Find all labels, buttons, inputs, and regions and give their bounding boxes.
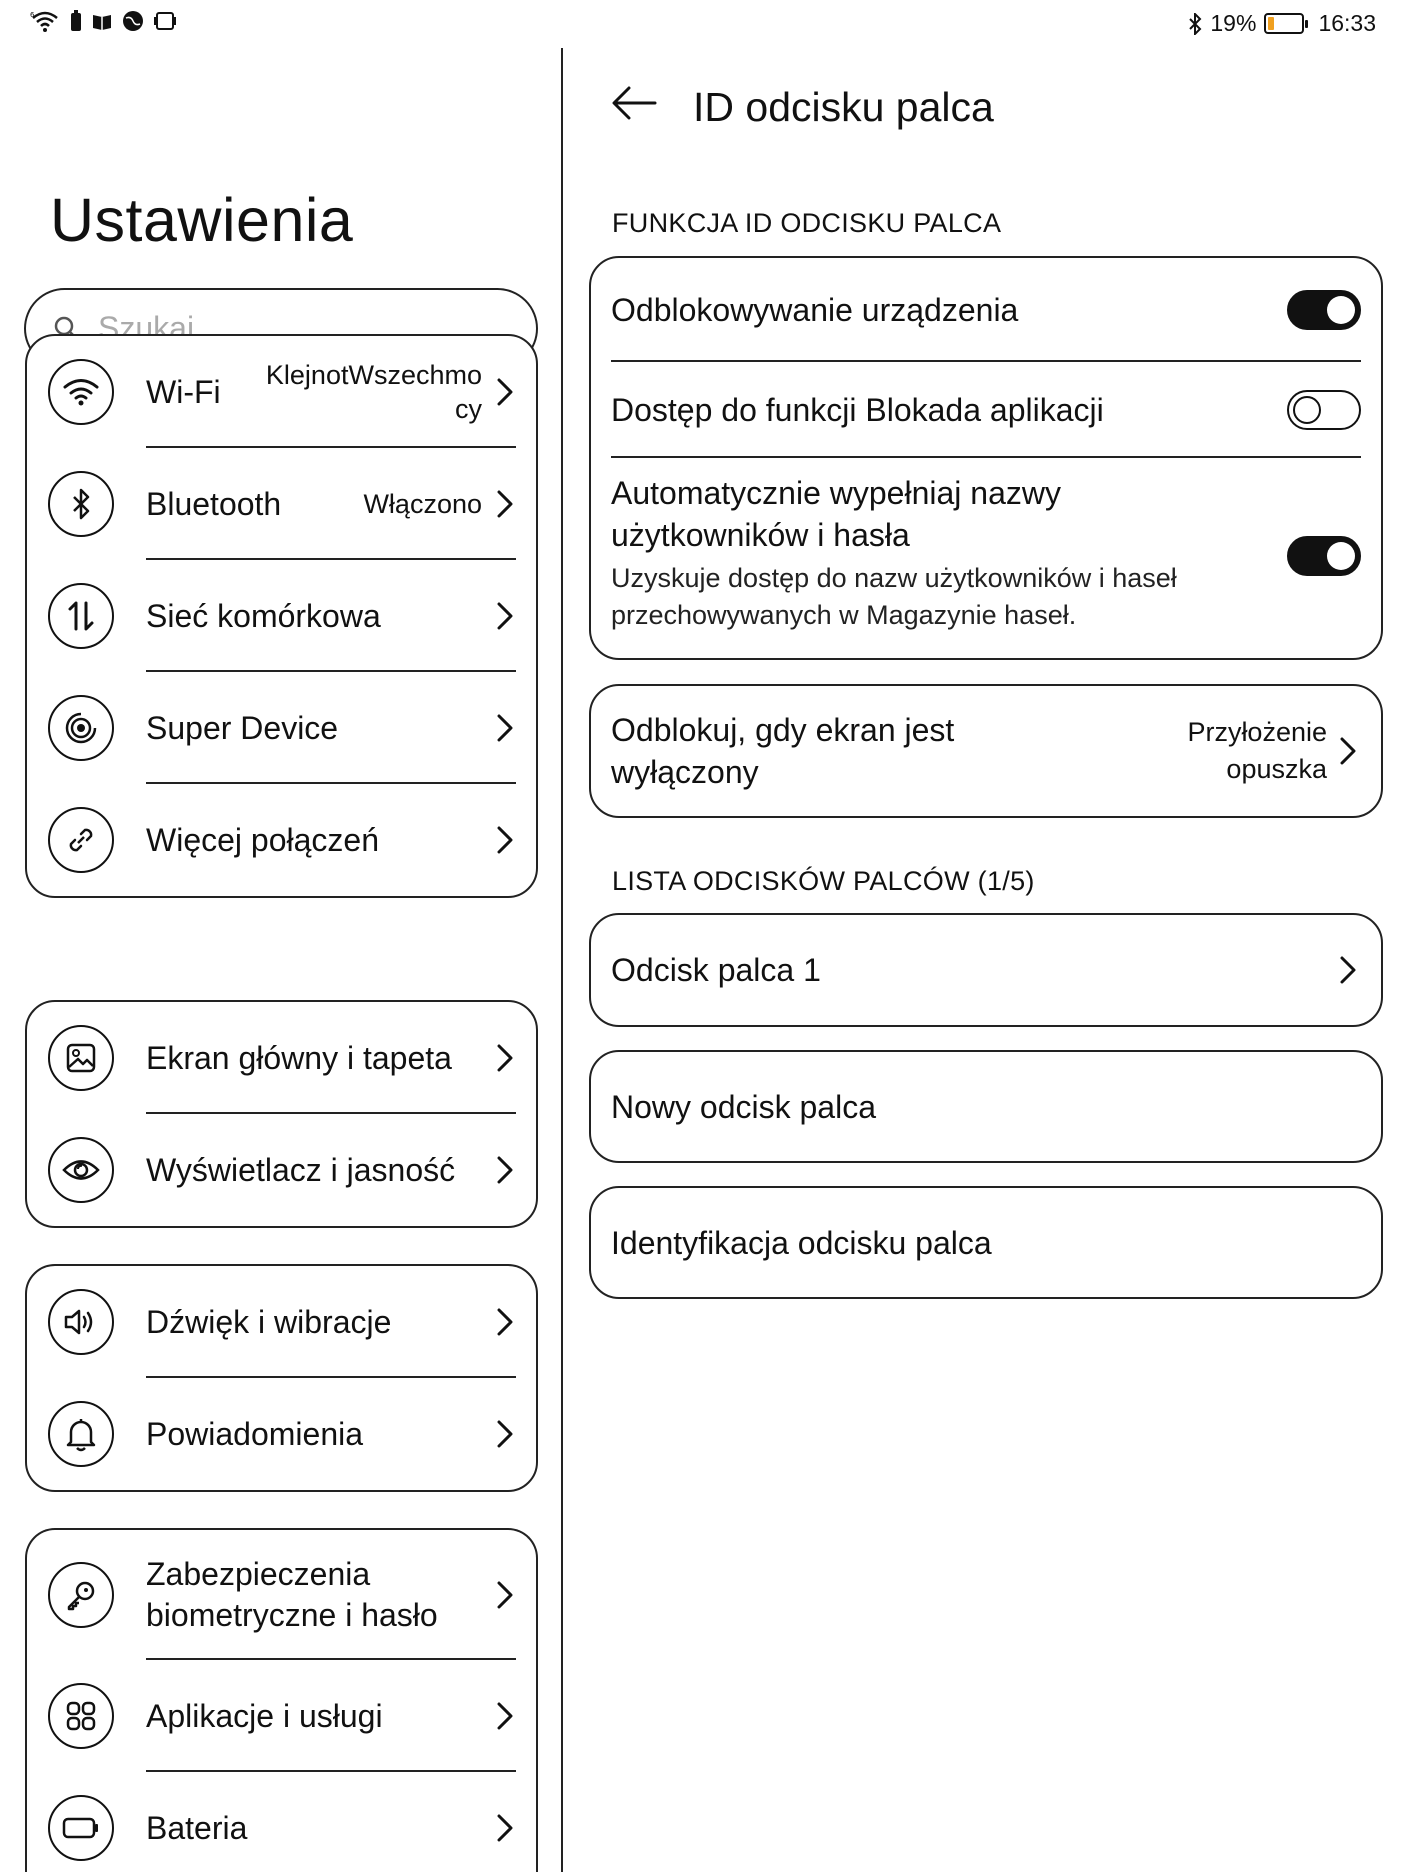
chevron-right-icon [496,1307,514,1337]
status-icons-right [1188,10,1376,37]
chevron-right-icon [496,489,514,519]
label-line2: biometryczne i hasło [146,1597,438,1633]
unlock-device-toggle[interactable] [1287,290,1361,330]
chevron-right-icon [496,1419,514,1449]
reader-icon [92,12,112,30]
screen-off-label-line1: Odblokuj, gdy ekran jest [611,712,955,748]
sidebar-item-display-brightness[interactable] [27,1114,536,1226]
link-icon [48,807,114,873]
screen-off-unlock-row[interactable] [591,686,1381,816]
wifi-6-icon [30,10,60,32]
bluetooth-icon [48,471,114,537]
chevron-right-icon [496,377,514,407]
sidebar-item-mobile-network[interactable] [27,560,536,672]
back-arrow-icon[interactable] [611,83,657,123]
chevron-right-icon [496,1701,514,1731]
new-fingerprint-row[interactable] [591,1052,1381,1161]
screen-off-value-line2: opuszka [1226,754,1327,784]
sidebar-item-battery[interactable] [27,1772,536,1872]
clock: 16:33 [1318,10,1376,36]
bluetooth-status: Włączono [363,489,482,519]
sidebar-item-biometrics-password[interactable] [27,1530,536,1660]
sidebar-item-apps-services[interactable] [27,1660,536,1772]
battery-saver-icon [70,10,82,32]
screen-off-value-line1: Przyłożenie [1187,717,1327,747]
settings-sidebar [0,48,561,1872]
battery-icon [48,1795,114,1861]
status-bar [0,0,1404,48]
chevron-right-icon [1339,736,1357,766]
identify-fingerprint-label: Identyfikacja odcisku palca [611,1224,992,1261]
sidebar-item-sound-vibration[interactable] [27,1266,536,1378]
new-fingerprint-button[interactable] [589,1050,1383,1163]
chevron-right-icon [496,713,514,743]
fingerprint-1-label: Odcisk palca 1 [611,952,821,988]
toggle-knob [1327,542,1355,570]
sidebar-item-wifi[interactable] [27,336,536,448]
app-lock-row[interactable] [591,362,1381,458]
svg-text:6: 6 [30,11,35,19]
sidebar-item-label: Powiadomienia [146,1415,364,1452]
autofill-label [611,472,1177,634]
identify-fingerprint-row[interactable] [591,1188,1381,1297]
chevron-right-icon [496,601,514,631]
apps-grid-icon [48,1683,114,1749]
app-lock-label: Dostęp do funkcji Blokada aplikacji [611,392,1104,428]
unlock-device-label: Odblokowywanie urządzenia [611,292,1019,328]
vpn-globe-icon [122,10,144,32]
key-icon [48,1562,114,1628]
battery-fill [1268,17,1274,30]
screen-off-unlock-value [1187,714,1327,788]
toggle-knob [1327,296,1355,324]
eye-icon [48,1137,114,1203]
sidebar-item-notifications[interactable] [27,1378,536,1490]
app-lock-toggle[interactable] [1287,390,1361,430]
chevron-right-icon [496,1813,514,1843]
wifi-network-name [266,358,482,426]
fingerprint-settings-pane [563,48,1404,1872]
autofill-description-line2: przechowywanych w Magazynie haseł. [611,600,1077,630]
status-icons-left [30,10,176,32]
unlock-device-row[interactable] [591,258,1381,362]
new-fingerprint-label: Nowy odcisk palca [611,1088,876,1125]
label-line1: Zabezpieczenia [146,1556,371,1592]
sidebar-item-label: Ekran główny i tapeta [146,1039,452,1076]
settings-group-connectivity [25,334,538,898]
wifi-network-name-line1: KlejnotWszechmo [265,360,482,390]
sidebar-item-label: Sieć komórkowa [146,597,381,634]
mobile-data-icon [48,583,114,649]
sidebar-item-more-connections[interactable] [27,784,536,896]
section-header-fingerprint-function: FUNKCJA ID ODCISKU PALCA [612,208,1002,238]
page-title: ID odcisku palca [693,84,994,130]
sidebar-item-label: Super Device [146,709,339,746]
chevron-right-icon [496,1043,514,1073]
screen-off-unlock-label [611,709,954,793]
sidebar-item-label: Wyświetlacz i jasność [146,1151,456,1188]
screen-off-label-line2: wyłączony [611,754,759,790]
sidebar-item-label: Więcej połączeń [146,821,379,858]
sidebar-item-label: Bluetooth [146,485,282,522]
sidebar-item-label [146,1554,438,1636]
chevron-right-icon [1339,955,1357,985]
autofill-toggle[interactable] [1287,536,1361,576]
sidebar-item-home-screen-wallpaper[interactable] [27,1002,536,1114]
autofill-label-line1: Automatycznie wypełniaj nazwy [611,475,1061,511]
screen-off-unlock-card[interactable] [589,684,1383,818]
bell-icon [48,1401,114,1467]
autofill-label-line2: użytkowników i hasła [611,517,910,553]
fingerprint-1-card[interactable] [589,913,1383,1027]
wallpaper-icon [48,1025,114,1091]
page-title: Ustawienia [50,186,354,254]
wifi-network-name-line2: cy [455,394,482,424]
sidebar-item-bluetooth[interactable] [27,448,536,560]
sidebar-item-label: Wi-Fi [146,373,221,410]
identify-fingerprint-button[interactable] [589,1186,1383,1299]
sidebar-item-super-device[interactable] [27,672,536,784]
battery-indicator-icon [1264,13,1304,34]
sidebar-item-label: Bateria [146,1809,248,1846]
autofill-row[interactable] [591,458,1381,658]
super-device-icon [48,695,114,761]
bluetooth-icon [1188,13,1202,35]
battery-percent: 19% [1210,10,1257,36]
settings-group-display [25,1000,538,1228]
settings-group-security [25,1528,538,1872]
fingerprint-function-card [589,256,1383,660]
fingerprint-1-row[interactable] [591,915,1381,1025]
screen-frame-icon [154,11,176,31]
chevron-right-icon [496,825,514,855]
section-header-fingerprint-list: LISTA ODCISKÓW PALCÓW (1/5) [612,866,1035,896]
toggle-knob [1293,396,1321,424]
autofill-description-line1: Uzyskuje dostęp do nazw użytkowników i haseł [611,563,1177,593]
sidebar-item-label: Aplikacje i usługi [146,1697,383,1734]
settings-group-sound [25,1264,538,1492]
chevron-right-icon [496,1155,514,1185]
speaker-icon [48,1289,114,1355]
wifi-icon [48,359,114,425]
chevron-right-icon [496,1580,514,1610]
sidebar-item-label: Dźwięk i wibracje [146,1303,392,1340]
